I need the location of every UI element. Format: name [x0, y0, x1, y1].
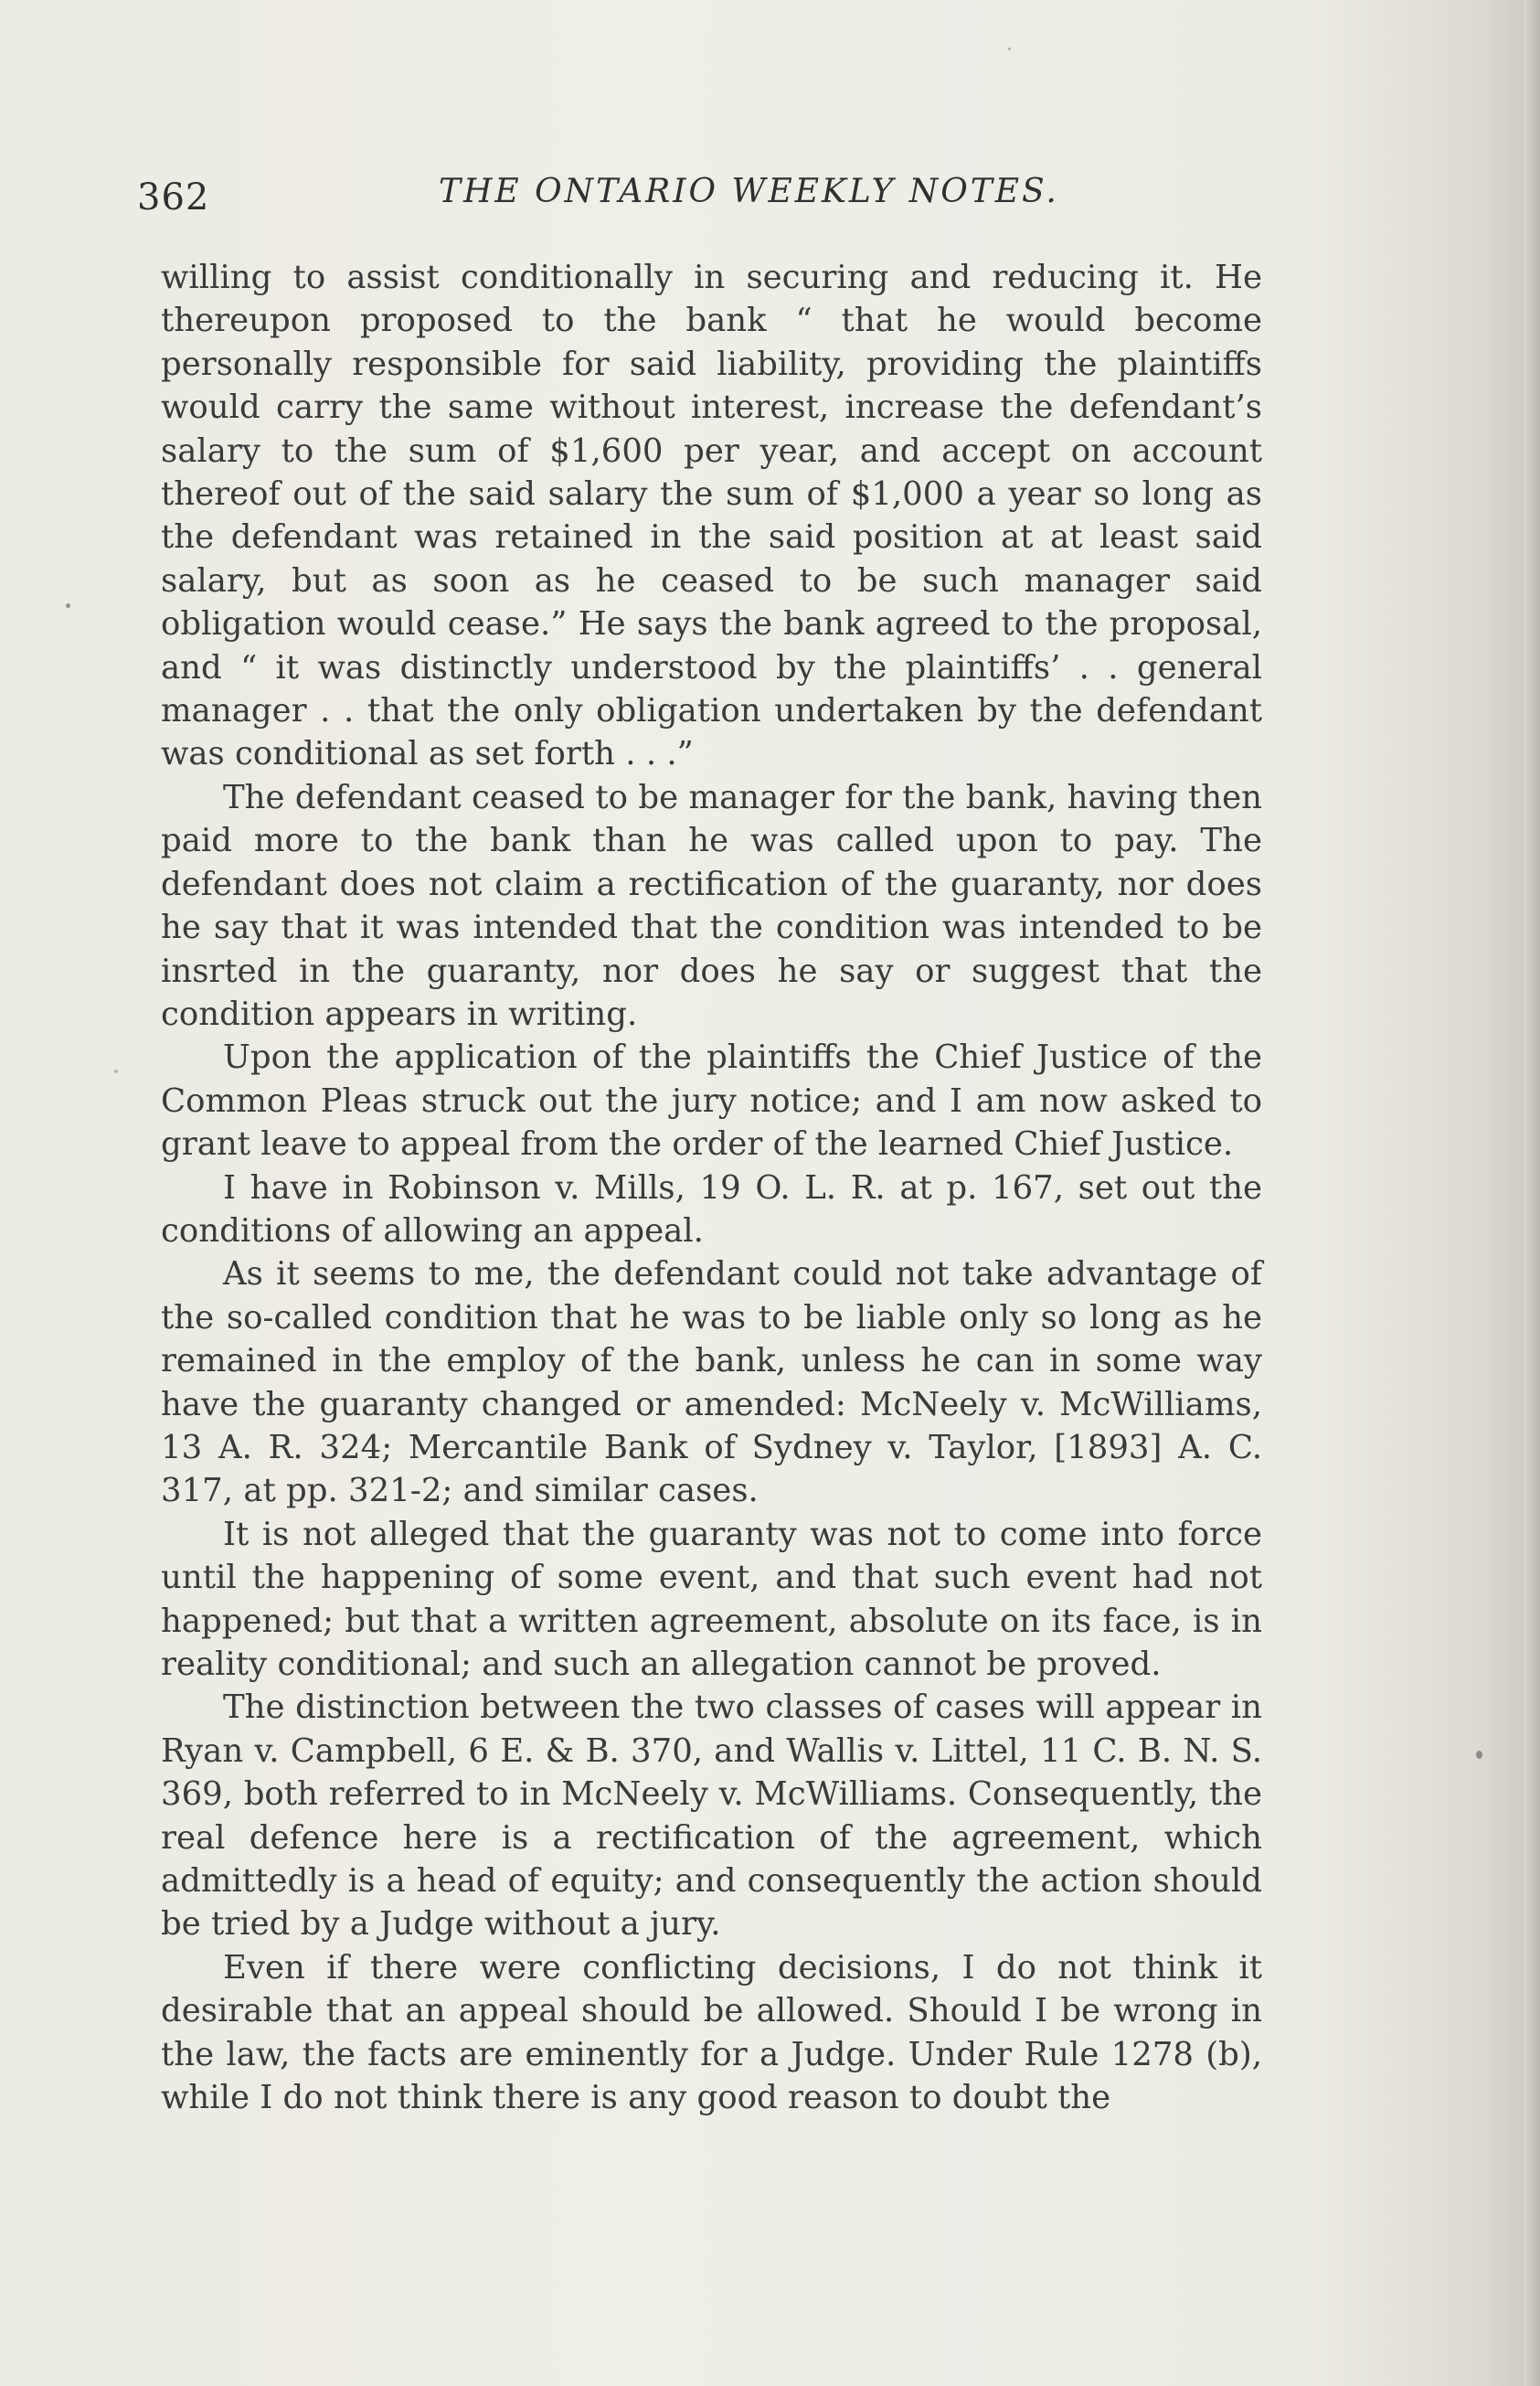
paragraph: Even if there were conflicting decisions, I do not think it desirable that an appeal should be allowed. Should I be wrong in the law, the facts are eminently for a Judge. Under Rule 1278 (b), while I do not think there is any good reason to doubt the [161, 1948, 1262, 2117]
paragraph: It is not alleged that the guaranty was not to come into force until the happening of some event, and that such event had not happened; but that a written agreement, absolute on its face, is in reality conditional; and such an allegation cannot be proved. [161, 1515, 1262, 1683]
paragraph: The distinction between the two classes of cases will appear in Ryan v. Campbell, 6 E. & B. 370, and Wallis v. Littel, 11 C. B. N. S. 369, both referred to in McNeely v. McWilliams. Consequently, the real defence here is a rectification of the agreement, which admittedly is a head of equity; and consequently the action should be tried by a Judge without a jury. [161, 1688, 1262, 1944]
ink-speck [66, 603, 70, 608]
ink-speck [1008, 48, 1011, 50]
paragraph: As it seems to me, the defendant could not take advantage of the so-called condition that he was to be liable only so long as he remained in the employ of the bank, unless he can in some way have the guaranty changed or amended: McNeely v. McWilliams, 13 A. R. 324; Mercantile Bank of Sydney v. Taylor, [1893] A. C. 317, at pp. 321-2; and similar cases. [161, 1255, 1262, 1510]
page-header [137, 169, 1325, 224]
paragraph: Upon the application of the plaintiffs the Chief Justice of the Common Pleas struck out the jury notice; and I am now asked to grant leave to appeal from the order of the learned Chief Justice. [161, 1039, 1262, 1164]
ink-speck [1476, 1751, 1482, 1759]
paragraph: willing to assist conditionally in securing and reducing it. He thereupon proposed to the bank “ that he would become personally responsible for said liability, providing the plaintiffs would carry the same without interest, increase the defendant’s salary to the sum of $1,600 per year, and accept on account thereof out of the said salary the sum of $1,000 a year so long as the defendant was retained in the said position at at least said salary, but as soon as he ceased to be such manager said obligation would cease.” He says the bank agreed to the proposal, and “ it was distinctly understood by the plaintiffs’ . . general manager . . that the only obligation undertaken by the defendant was conditional as set forth . . .” [161, 259, 1262, 773]
paragraph: The defendant ceased to be manager for the bank, having then paid more to the bank than he was called upon to pay. The defendant does not claim a rectification of the guaranty, nor does he say that it was intended that the condition was intended to be insrted in the guaranty, nor does he say or suggest that the condition appears in writing. [161, 778, 1262, 1033]
body-text [161, 256, 1262, 2119]
page-number: 362 [137, 176, 210, 218]
paragraph: I have in Robinson v. Mills, 19 O. L. R. at p. 167, set out the conditions of allowing an appeal. [161, 1168, 1262, 1250]
ink-speck [114, 1070, 118, 1073]
running-title: THE ONTARIO WEEKLY NOTES. [439, 173, 1059, 210]
